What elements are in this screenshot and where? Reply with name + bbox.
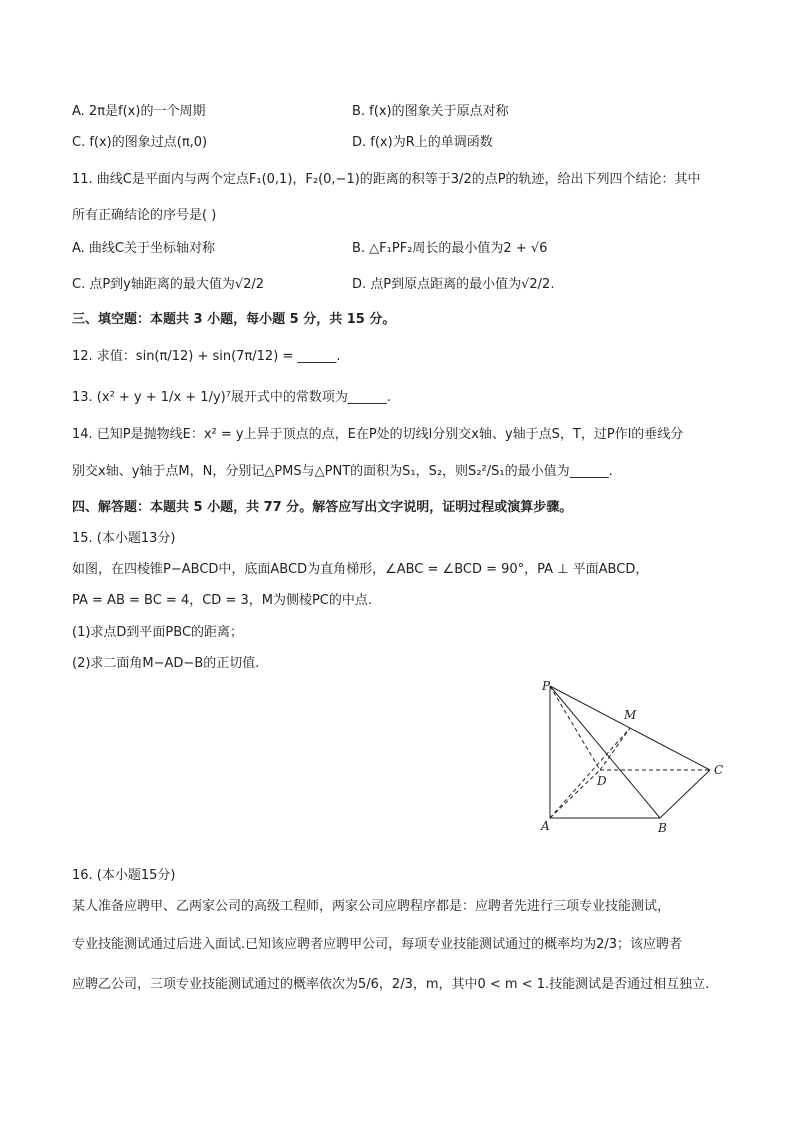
question-16-line3: 应聘乙公司，三项专业技能测试通过的概率依次为5/6，2/3，m，其中0 < m < 1.技能测试是否通过相互独立. (72, 977, 710, 992)
label-M: M (624, 708, 637, 722)
edge-AM (550, 728, 630, 818)
label-P: P (542, 679, 551, 693)
edge-BC (660, 770, 710, 818)
edge-AD (550, 770, 600, 818)
label-A: A (541, 819, 550, 833)
option-10A: A. 2π是f(x)的一个周期 (72, 104, 206, 119)
option-11D: D. 点P到原点距离的最小值为√2/2. (352, 277, 555, 292)
option-10C: C. f(x)的图象过点(π,0) (72, 135, 208, 150)
option-10B: B. f(x)的图象关于原点对称 (352, 104, 509, 119)
question-16-header: 16. (本小题15分) (72, 868, 176, 883)
question-16-line2: 专业技能测试通过后进入面试.已知该应聘者应聘甲公司，每项专业技能测试通过的概率均为2/3；该应聘者 (72, 937, 683, 952)
question-11-line2: 所有正确结论的序号是( ) (72, 208, 217, 223)
question-12: 12. 求值：sin(π/12) + sin(7π/12) = ______. (72, 349, 341, 364)
edge-PB (550, 686, 660, 818)
section-3-heading: 三、填空题：本题共 3 小题，每小题 5 分，共 15 分。 (72, 312, 396, 327)
question-13: 13. (x² + y + 1/x + 1/y)⁷展开式中的常数项为______. (72, 390, 392, 405)
pyramid-diagram (530, 672, 730, 840)
option-11B: B. △F₁PF₂周长的最小值为2 + √6 (352, 241, 548, 256)
question-15-header: 15. (本小题13分) (72, 531, 176, 546)
question-11-line1: 11. 曲线C是平面内与两个定点F₁(0,1)，F₂(0,−1)的距离的积等于3/2的点P的轨迹，给出下列四个结论：其中 (72, 172, 701, 187)
question-15-part2: (2)求二面角M−AD−B的正切值. (72, 656, 260, 671)
option-10D: D. f(x)为R上的单调函数 (352, 135, 493, 150)
section-4-heading: 四、解答题：本题共 5 小题，共 77 分。解答应写出文字说明，证明过程或演算步骤。 (72, 500, 573, 515)
question-15-line2: PA = AB = BC = 4，CD = 3，M为侧棱PC的中点. (72, 593, 373, 608)
question-15-line1: 如图，在四棱锥P−ABCD中，底面ABCD为直角梯形，∠ABC = ∠BCD = 90°，PA ⊥ 平面ABCD， (72, 562, 649, 577)
label-B: B (658, 821, 667, 835)
option-11A: A. 曲线C关于坐标轴对称 (72, 241, 216, 256)
question-14-line2: 别交x轴、y轴于点M，N，分别记△PMS与△PNT的面积为S₁，S₂，则S₂²/S₁的最小值为______. (72, 464, 613, 479)
label-C: C (714, 763, 724, 777)
question-16-line1: 某人准备应聘甲、乙两家公司的高级工程师，两家公司应聘程序都是：应聘者先进行三项专业技能测试， (72, 899, 671, 914)
pyramid-figure (530, 672, 730, 840)
label-D: D (597, 774, 607, 788)
question-15-part1: (1)求点D到平面PBC的距离； (72, 625, 244, 640)
option-11C: C. 点P到y轴距离的最大值为√2/2 (72, 277, 265, 292)
question-14-line1: 14. 已知P是抛物线E：x² = y上异于顶点的点，E在P处的切线l分别交x轴、y轴于点S，T，过P作l的垂线分 (72, 427, 684, 442)
